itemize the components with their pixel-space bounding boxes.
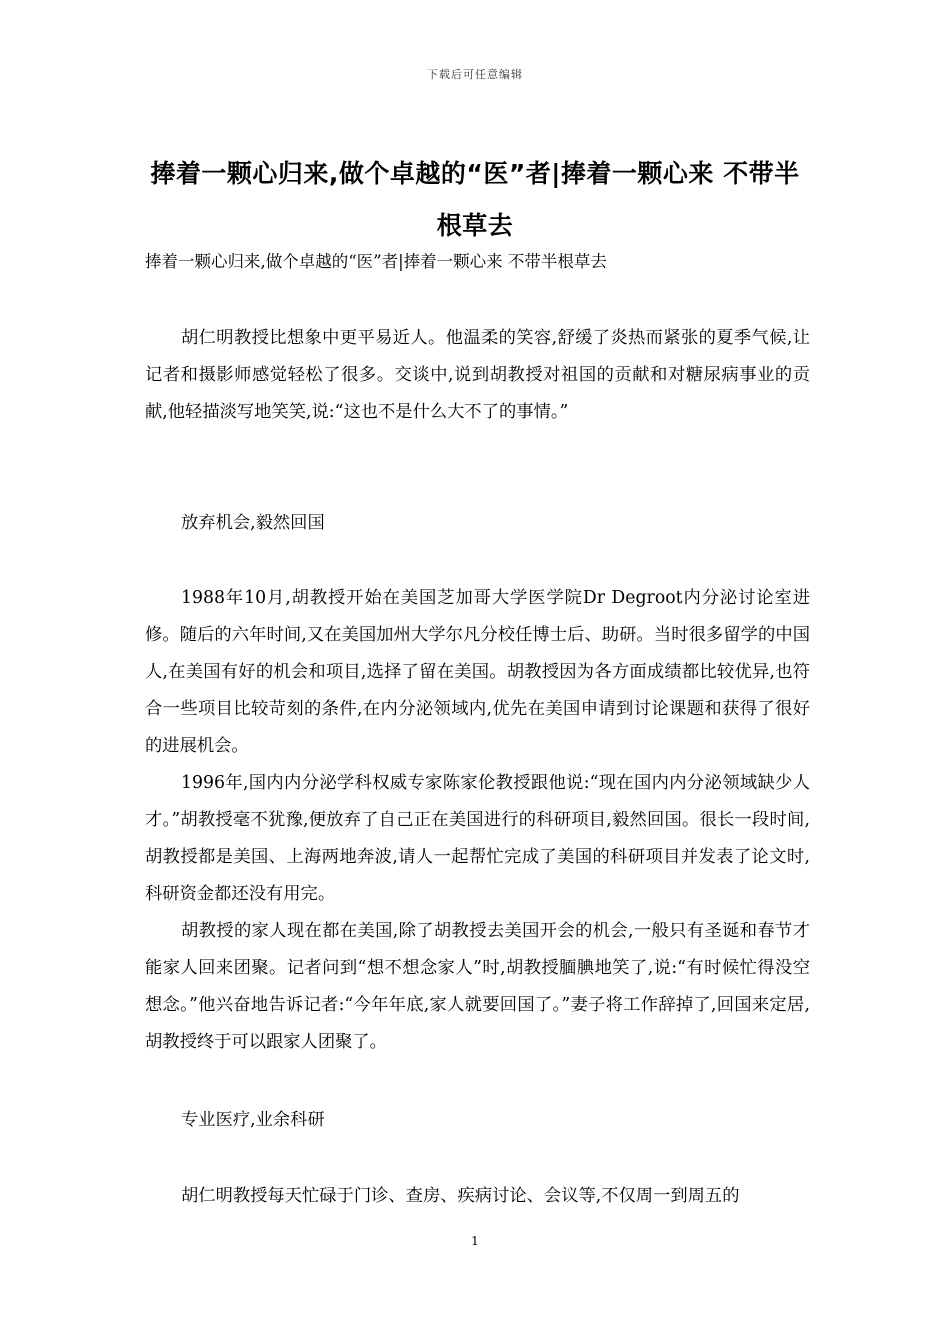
paragraph-daily-work: 胡仁明教授每天忙碌于门诊、查房、疾病讨论、会议等,不仅周一到周五的 <box>181 1186 740 1206</box>
paragraph-1996: 1996年,国内内分泌学科权威专家陈家伦教授跟他说:“现在国内内分泌领域缺少人才。”胡教授毫不犹豫,便放弃了自己正在美国进行的科研项目,毅然回国。很长一段时间,胡教授都是美国、上海两地奔波,请人一起帮忙完成了美国的科研项目并发表了论文时,科研资金都还没有用完。 <box>145 773 810 904</box>
paragraph-family: 胡教授的家人现在都在美国,除了胡教授去美国开会的机会,一般只有圣诞和春节才能家人回来团聚。记者问到“想不想念家人”时,胡教授腼腆地笑了,说:“有时候忙得没空想念。”他兴奋地告诉记者:“今年年底,家人就要回国了。”妻子将工作辞掉了,回国来定居,胡教授终于可以跟家人团聚了。 <box>145 921 810 1052</box>
section-heading-return: 放弃机会,毅然回国 <box>181 513 325 533</box>
document-subtitle: 捧着一颗心归来,做个卓越的“医”者|捧着一颗心来 不带半根草去 <box>145 252 607 271</box>
document-title: 捧着一颗心归来,做个卓越的“医”者|捧着一颗心来 不带半根草去 <box>150 159 800 240</box>
header-note: 下载后可任意编辑 <box>427 68 523 81</box>
page-number: 1 <box>471 1234 479 1248</box>
section-heading-research: 专业医疗,业余科研 <box>181 1110 325 1130</box>
intro-paragraph: 胡仁明教授比想象中更平易近人。他温柔的笑容,舒缓了炎热而紧张的夏季气候,让记者和摄影师感觉轻松了很多。交谈中,说到胡教授对祖国的贡献和对糖尿病事业的贡献,他轻描淡写地笑笑,说:“这也不是什么大不了的事情。” <box>145 328 810 422</box>
paragraph-1988: 1988年10月,胡教授开始在美国芝加哥大学医学院Dr Degroot内分泌讨论室进修。随后的六年时间,又在美国加州大学尔凡分校任博士后、助研。当时很多留学的中国人,在美国有好的机会和项目,选择了留在美国。胡教授因为各方面成绩都比较优异,也符合一些项目比较苛刻的条件,在内分泌领域内,优先在美国申请到讨论课题和获得了很好的进展机会。 <box>145 588 810 756</box>
